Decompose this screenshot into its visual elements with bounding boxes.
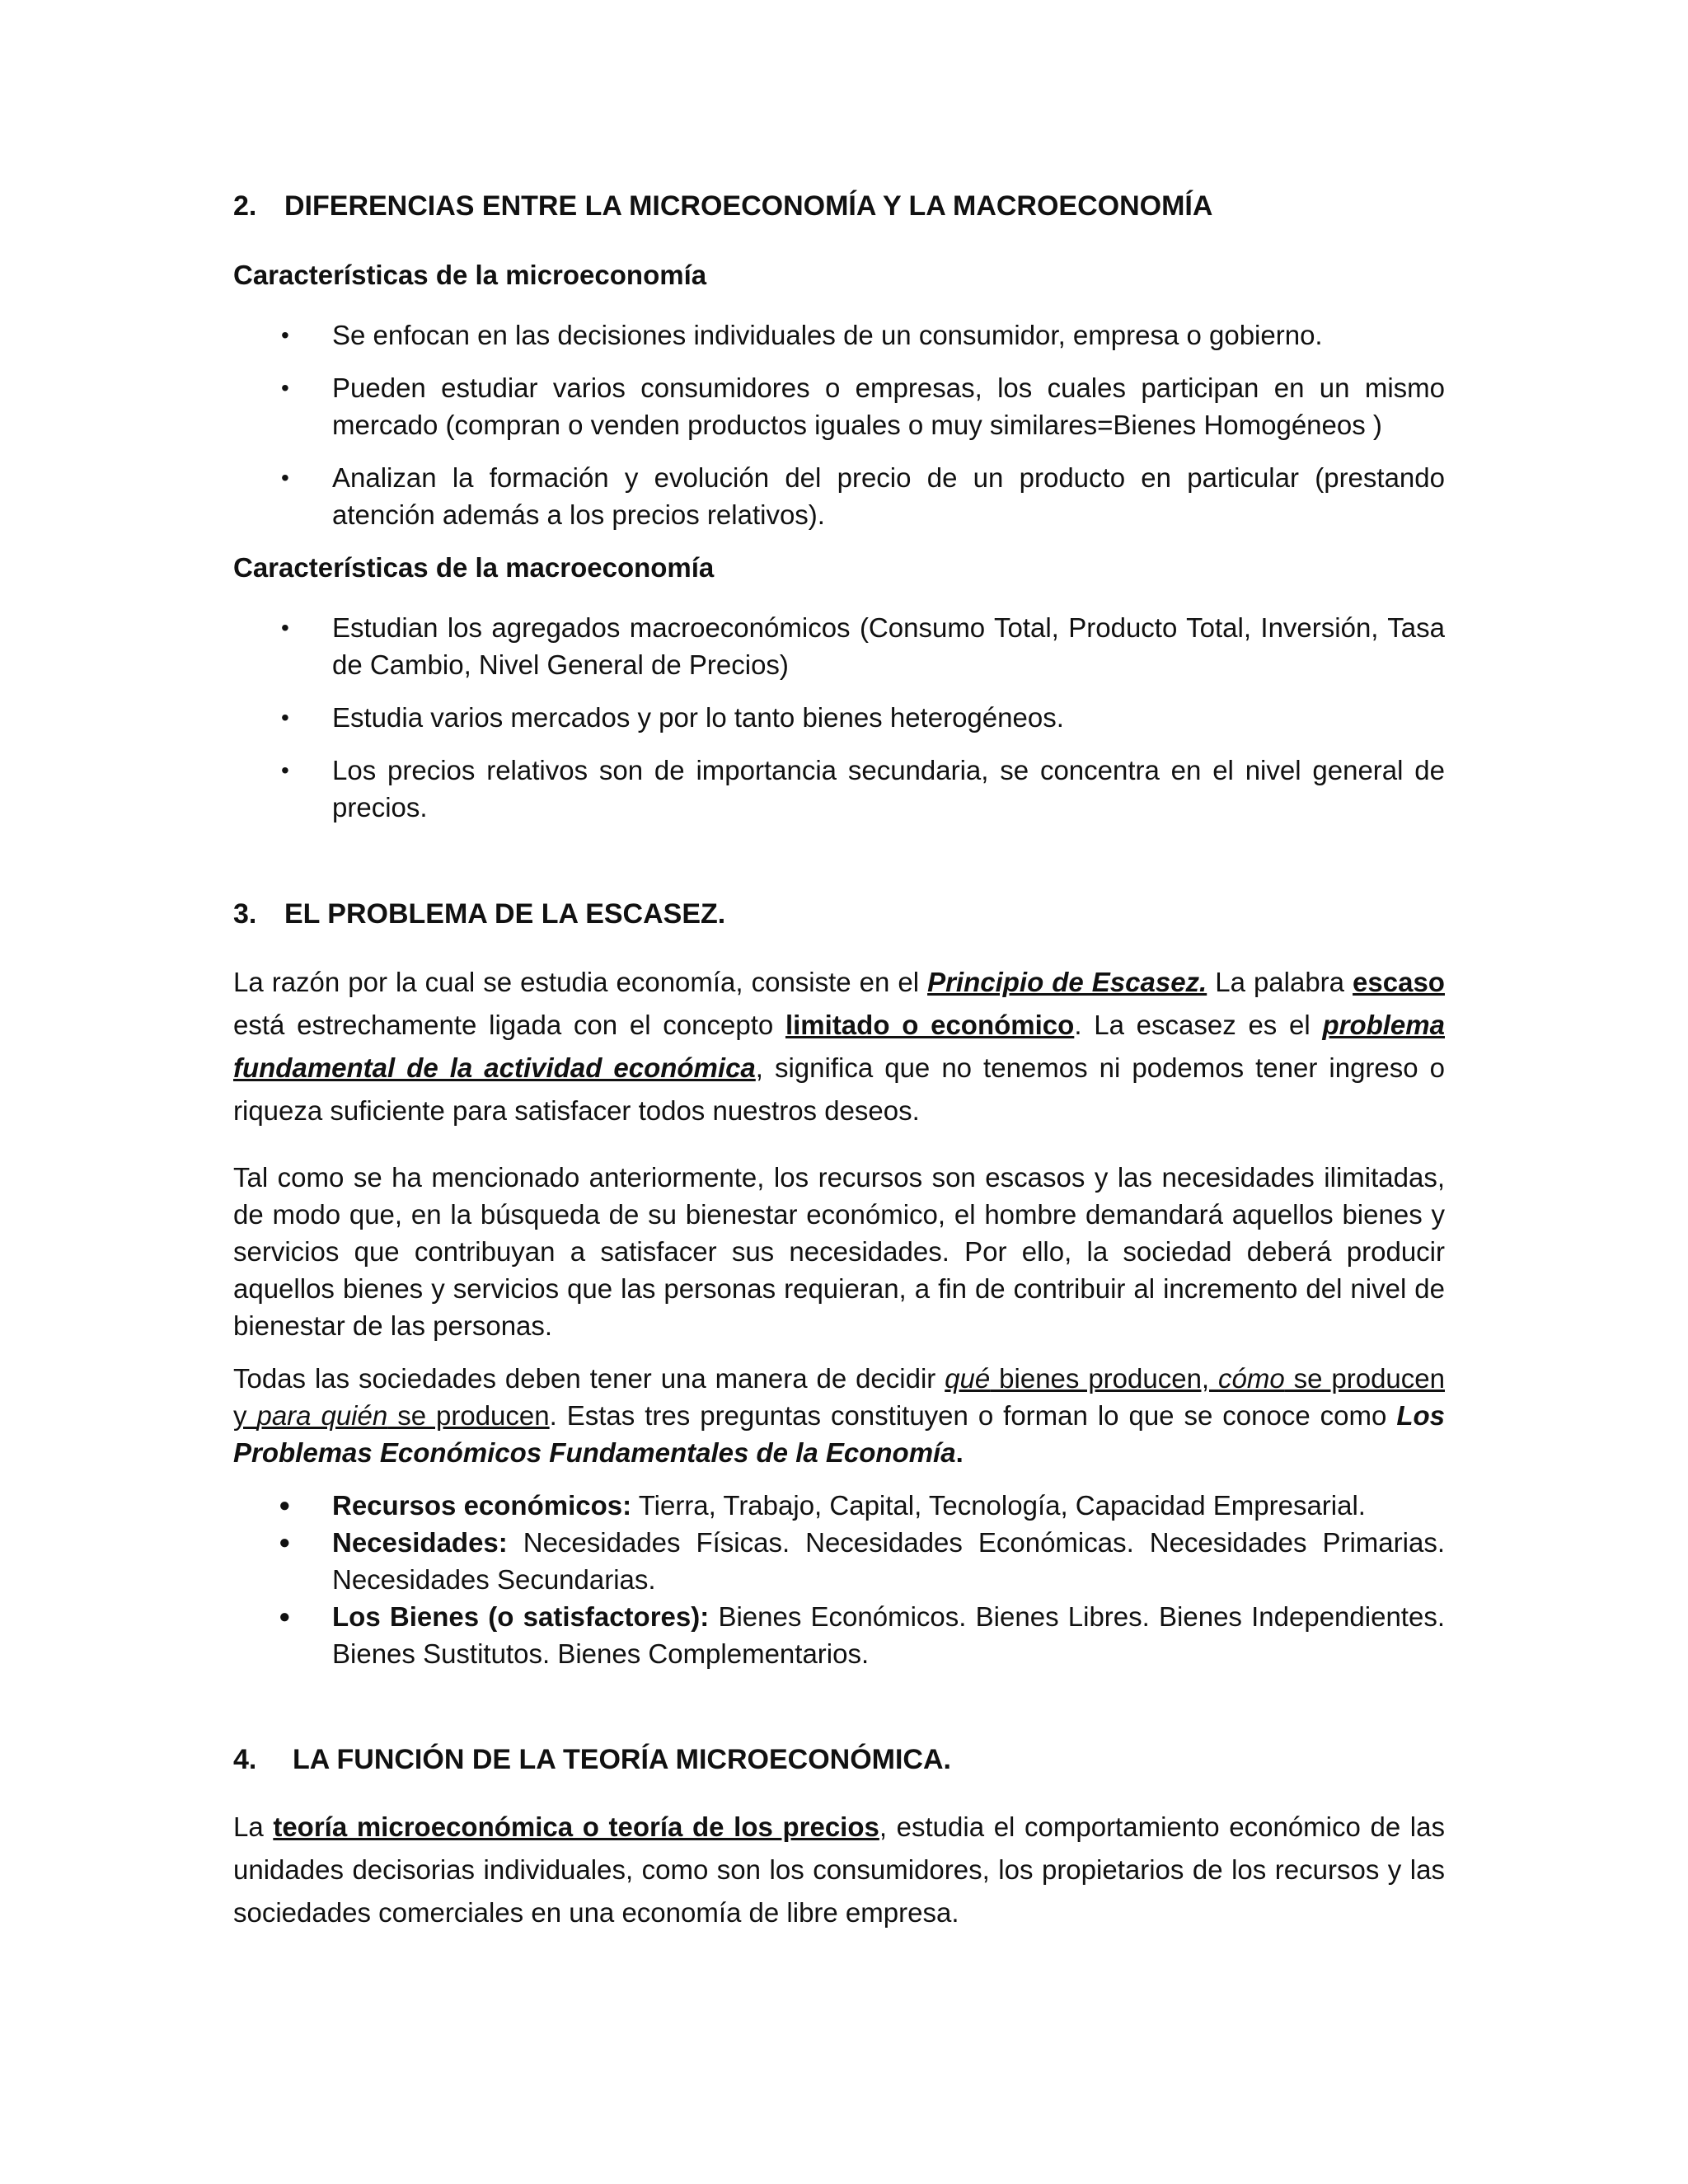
escaso-term: escaso	[1353, 967, 1445, 997]
text-run: , estudia el comportamiento económico de las unidades decisorias individuales, como son los consumidores, los propietarios de los recursos y las sociedades comerciales en una economía de libre empresa.	[233, 1811, 1445, 1928]
problema-fundamental-term: problema fundamental de la actividad económica	[233, 1010, 1445, 1083]
list-item	[233, 1598, 1445, 1672]
section-2-title: DIFERENCIAS ENTRE LA MICROECONOMÍA Y LA MACROECONOMÍA	[284, 190, 1213, 222]
macro-heading: Características de la macroeconomía	[233, 552, 715, 583]
text-run: Todas las sociedades deben tener una manera de decidir	[233, 1363, 945, 1394]
document-page	[233, 188, 1445, 1934]
economic-elements-list	[233, 1487, 1445, 1672]
section-3-number: 3.	[233, 898, 257, 930]
list-item: • Analizan la formación y evolución del precio de un producto en particular (prestando atención además a los precios relativos).	[233, 459, 1445, 533]
section-3-heading	[233, 896, 1445, 933]
list-item	[233, 1524, 1445, 1598]
macro-list	[233, 609, 1445, 826]
item-text: Bienes Económicos. Bienes Libres. Bienes Independientes. Bienes Sustitutos. Bienes Complementarios.	[332, 1601, 1445, 1669]
item-label: Recursos económicos:	[332, 1490, 632, 1521]
list-item	[233, 1487, 1445, 1524]
section-2-number: 2.	[233, 190, 257, 222]
item-text: Necesidades Físicas. Necesidades Económicas. Necesidades Primarias. Necesidades Secundarias.	[332, 1527, 1445, 1595]
micro-theory-paragraph	[233, 1806, 1445, 1934]
list-item: • Se enfocan en las decisiones individuales de un consumidor, empresa o gobierno.	[233, 316, 1445, 354]
item-text: Tierra, Trabajo, Capital, Tecnología, Capacidad Empresarial.	[631, 1490, 1366, 1521]
scarcity-paragraph	[233, 961, 1445, 1132]
item-label: Necesidades:	[332, 1527, 508, 1558]
problemas-economicos-term: Los Problemas Económicos Fundamentales de la Economía	[233, 1400, 1445, 1468]
micro-list	[233, 316, 1445, 533]
text-run: se producen	[387, 1400, 550, 1431]
text-run: . La escasez es el	[1074, 1010, 1323, 1040]
list-item: • Los precios relativos son de importancia secundaria, se concentra en el nivel general de precios.	[233, 752, 1445, 826]
section-4-heading	[233, 1741, 1445, 1779]
teoria-microeconomica-term: teoría microeconómica o teoría de los precios	[273, 1811, 879, 1842]
section-3-title: EL PROBLEMA DE LA ESCASEZ.	[284, 898, 726, 930]
como-term: cómo	[1218, 1363, 1285, 1394]
text-run: bienes producen,	[990, 1363, 1219, 1394]
list-item: • Estudian los agregados macroeconómicos (Consumo Total, Producto Total, Inversión, Tasa de Cambio, Nivel General de Precios)	[233, 609, 1445, 683]
text-run: La razón por la cual se estudia economía, consiste en el	[233, 967, 928, 997]
limitado-term: limitado o económico	[785, 1010, 1075, 1040]
micro-heading: Características de la microeconomía	[233, 260, 707, 290]
section-4-number: 4.	[233, 1744, 257, 1775]
text-run: . Estas tres preguntas constituyen o forman lo que se conoce como	[549, 1400, 1397, 1431]
text-run: .	[955, 1437, 964, 1468]
text-run: se producen y	[233, 1363, 1445, 1431]
text-run: está estrechamente ligada con el concepto	[233, 1010, 785, 1040]
para-quien-term: para quién	[256, 1400, 388, 1431]
list-item: • Estudia varios mercados y por lo tanto bienes heterogéneos.	[233, 699, 1445, 736]
que-term: qué	[945, 1363, 991, 1394]
section-4-title: LA FUNCIÓN DE LA TEORÍA MICROECONÓMICA.	[293, 1744, 951, 1775]
questions-paragraph	[233, 1360, 1445, 1471]
section-2-heading	[233, 188, 1445, 225]
item-label: Los Bienes (o satisfactores):	[332, 1601, 710, 1632]
resources-paragraph: Tal como se ha mencionado anteriormente, los recursos son escasos y las necesidades ilimitadas, de modo que, en la búsqueda de su bienestar económico, el hombre demandará aquellos bienes y servicios que contribuyan a satisfacer sus necesidades. Por ello, la sociedad deberá producir aquellos bienes y servicios que las personas requieran, a fin de contribuir al incremento del nivel de bienestar de las personas.	[233, 1162, 1445, 1341]
list-item: • Pueden estudiar varios consumidores o empresas, los cuales participan en un mismo mercado (compran o venden productos iguales o muy similares=Bienes Homogéneos )	[233, 369, 1445, 443]
text-run: La	[233, 1811, 274, 1842]
text-run: , significa que no tenemos ni podemos tener ingreso o riqueza suficiente para satisfacer todos nuestros deseos.	[233, 1052, 1445, 1126]
text-run: La palabra	[1207, 967, 1353, 997]
principio-escasez-term: Principio de Escasez.	[927, 967, 1207, 997]
